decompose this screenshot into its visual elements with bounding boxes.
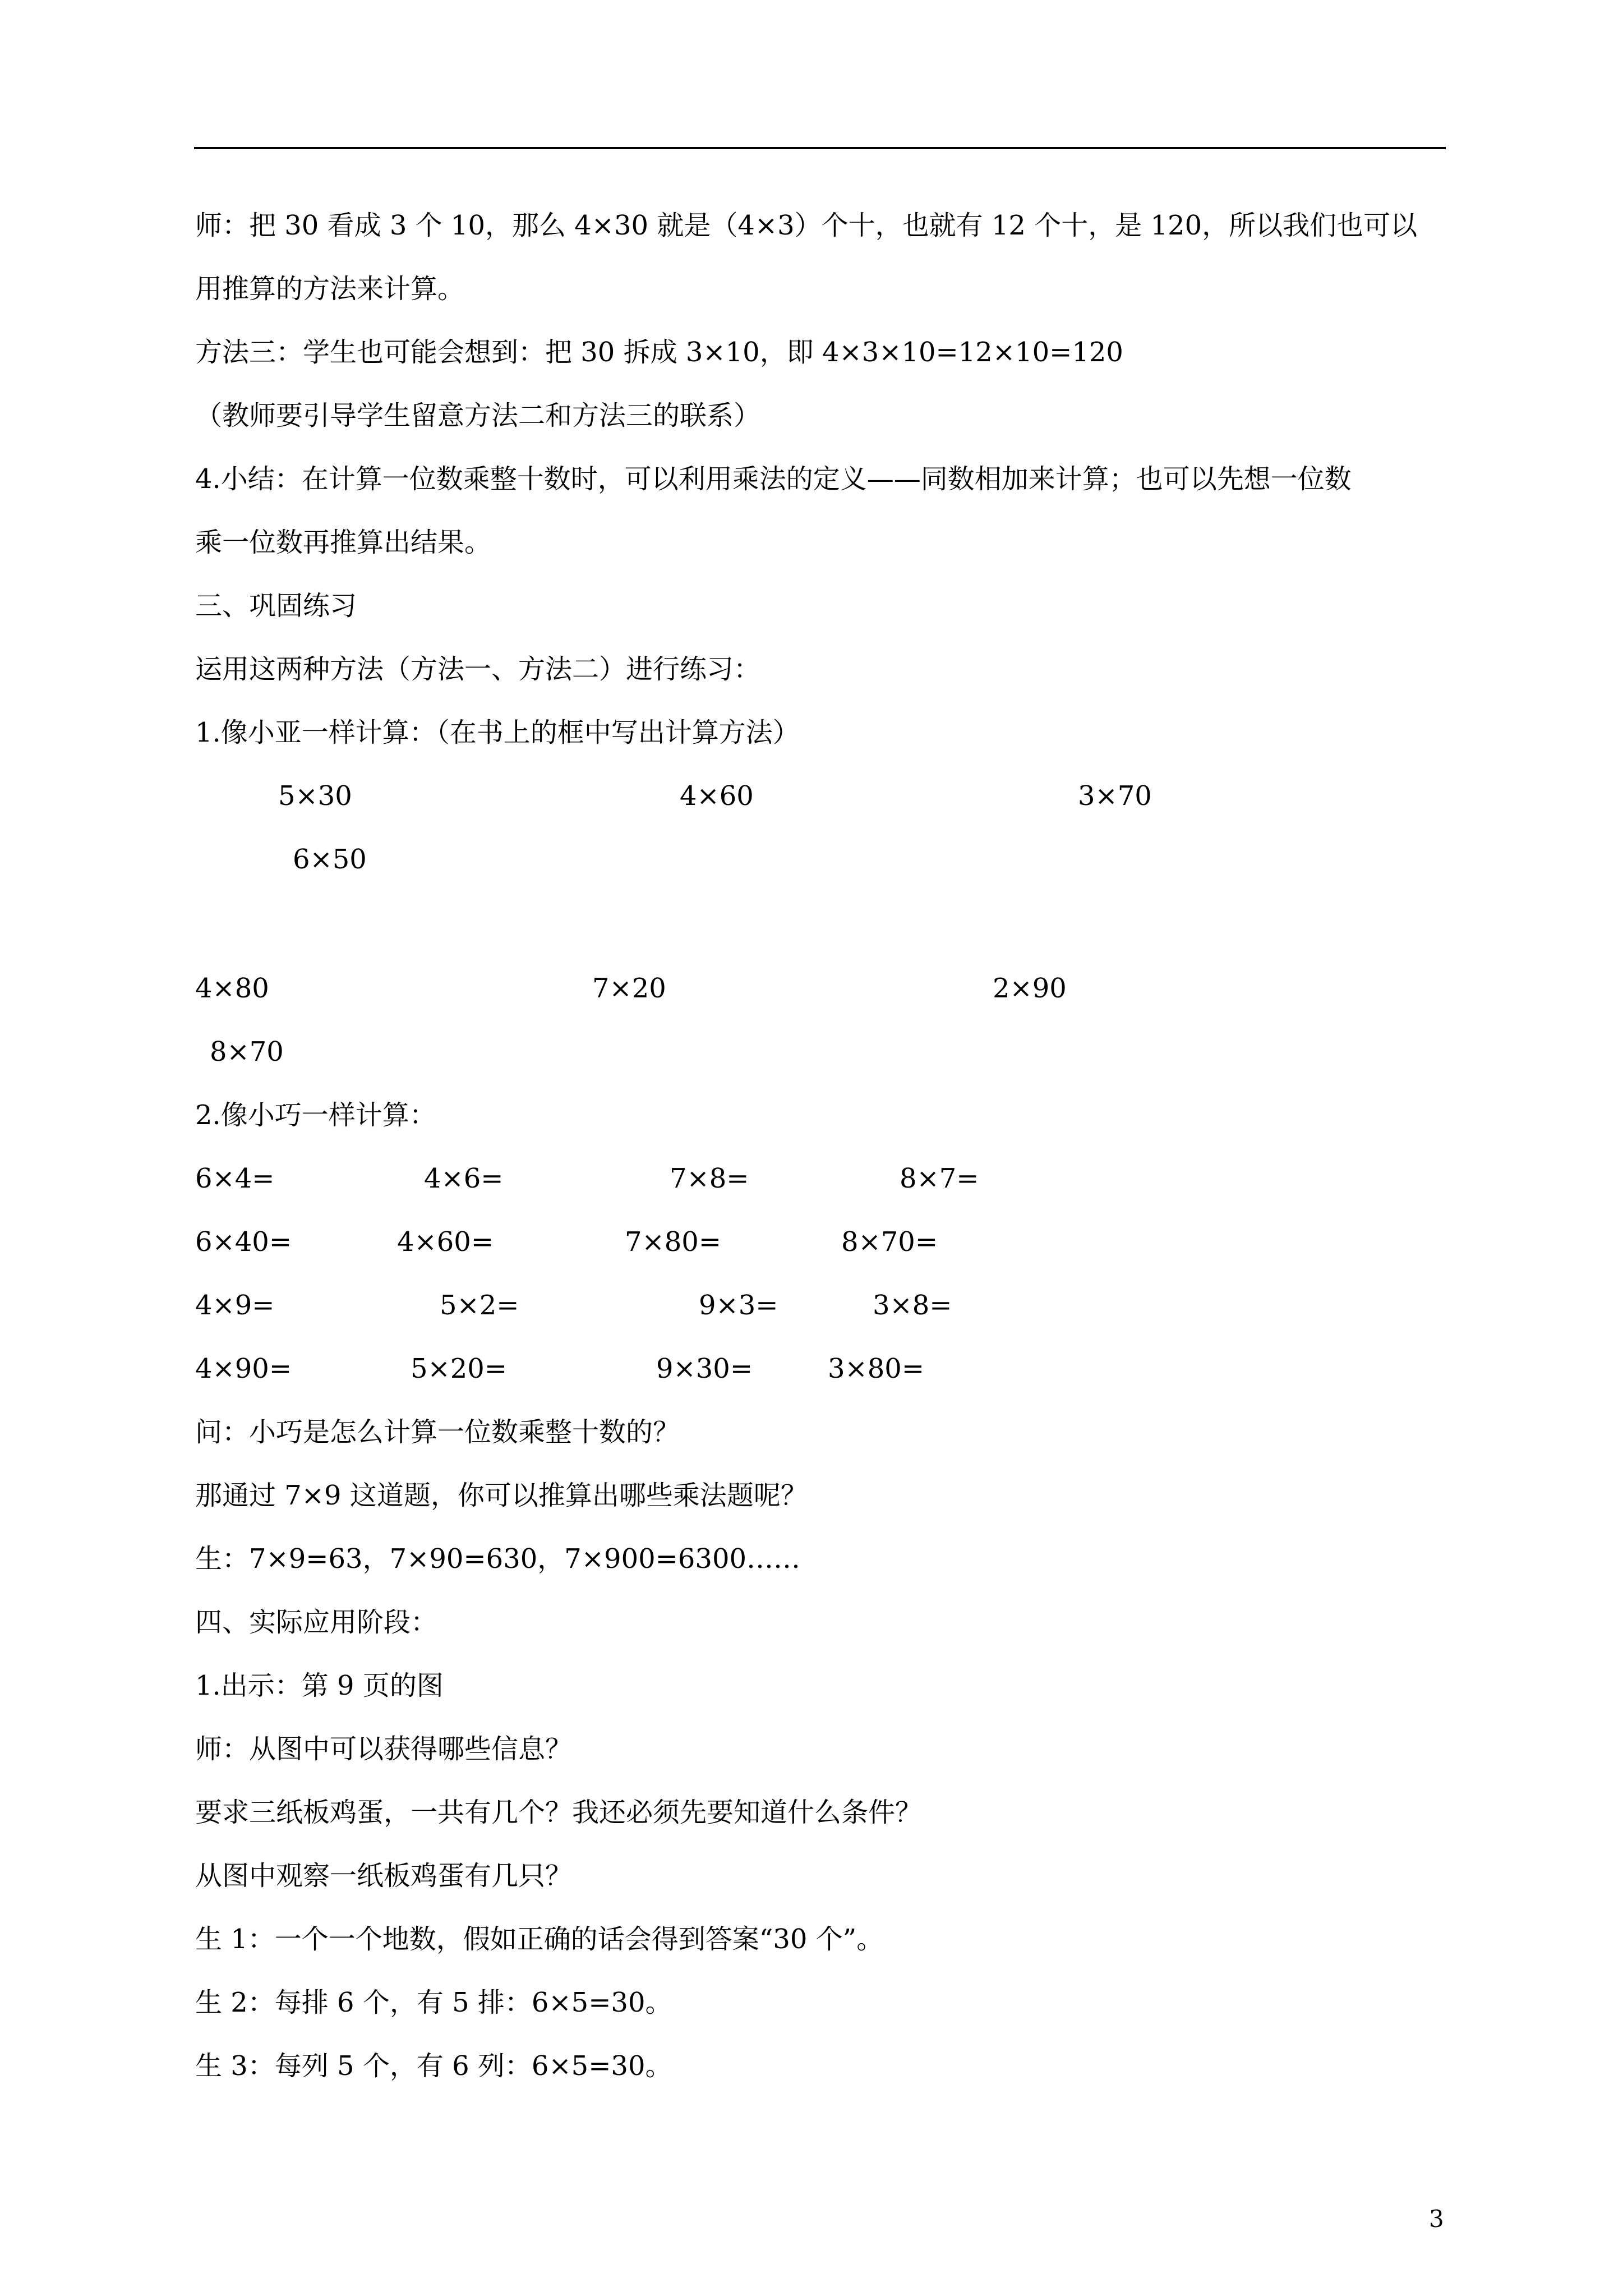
exercise-item: 8×7= <box>900 1163 979 1194</box>
exercise-item: 9×3= <box>699 1290 778 1321</box>
exercise-item: 9×30= <box>656 1353 753 1384</box>
exercise-item: 5×20= <box>411 1353 508 1384</box>
exercise-item: 4×6= <box>424 1163 504 1194</box>
section-heading: 三、巩固练习 <box>195 590 357 622</box>
text-line: 用推算的方法来计算。 <box>195 273 465 305</box>
exercise-item: 4×60= <box>397 1226 494 1258</box>
text-line: 1.出示：第 9 页的图 <box>195 1670 444 1701</box>
exercise-item: 8×70= <box>841 1226 938 1258</box>
exercise-item: 5×2= <box>440 1290 519 1321</box>
exercise-item: 6×50 <box>293 844 367 875</box>
exercise-item: 5×30 <box>278 780 352 812</box>
exercise-item: 2×90 <box>993 973 1067 1004</box>
text-line: 生 3：每列 5 个，有 6 列：6×5=30。 <box>195 2050 672 2082</box>
exercise-item: 3×70 <box>1078 780 1152 812</box>
text-line: 师：从图中可以获得哪些信息？ <box>195 1733 573 1765</box>
section-heading: 四、实际应用阶段： <box>195 1607 438 1638</box>
text-line: 运用这两种方法（方法一、方法二）进行练习： <box>195 654 761 685</box>
exercise-item: 6×40= <box>195 1226 292 1258</box>
exercise-item: 4×90= <box>195 1353 292 1384</box>
text-line: 4.小结：在计算一位数乘整十数时，可以利用乘法的定义——同数相加来计算；也可以先想一位数 <box>195 463 1352 495</box>
text-line: 那通过 7×9 这道题，你可以推算出哪些乘法题呢？ <box>195 1480 808 1511</box>
header-rule <box>194 147 1446 149</box>
text-line: （教师要引导学生留意方法二和方法三的联系） <box>195 400 761 431</box>
exercise-item: 3×8= <box>873 1290 952 1321</box>
page-number: 3 <box>1429 2205 1444 2233</box>
text-line: 问：小巧是怎么计算一位数乘整十数的？ <box>195 1416 680 1448</box>
text-line: 方法三：学生也可能会想到：把 30 拆成 3×10，即 4×3×10=12×10=120 <box>195 337 1123 368</box>
exercise-item: 7×8= <box>670 1163 749 1194</box>
text-line: 师：把 30 看成 3 个 10，那么 4×30 就是（4×3）个十，也就有 12 个十，是 120，所以我们也可以 <box>195 210 1418 241</box>
text-line: 生 2：每排 6 个，有 5 排：6×5=30。 <box>195 1987 672 2018</box>
text-line: 生 1：一个一个地数，假如正确的话会得到答案“30 个”。 <box>195 1924 884 1955</box>
exercise-item: 3×80= <box>828 1353 925 1384</box>
exercise-item: 4×9= <box>195 1290 275 1321</box>
exercise-item: 8×70 <box>210 1036 284 1068</box>
text-line: 乘一位数再推算出结果。 <box>195 527 492 558</box>
text-line: 从图中观察一纸板鸡蛋有几只？ <box>195 1860 573 1892</box>
exercise-item: 7×20 <box>592 973 666 1004</box>
exercise-item: 6×4= <box>195 1163 275 1194</box>
text-line: 1.像小亚一样计算：（在书上的框中写出计算方法） <box>195 717 800 748</box>
text-line: 2.像小巧一样计算： <box>195 1099 436 1131</box>
exercise-item: 4×60 <box>680 780 754 812</box>
exercise-item: 4×80 <box>195 973 269 1004</box>
text-line: 生：7×9=63，7×90=630，7×900=6300…… <box>195 1543 801 1575</box>
text-line: 要求三纸板鸡蛋，一共有几个？我还必须先要知道什么条件？ <box>195 1797 923 1828</box>
exercise-item: 7×80= <box>625 1226 722 1258</box>
